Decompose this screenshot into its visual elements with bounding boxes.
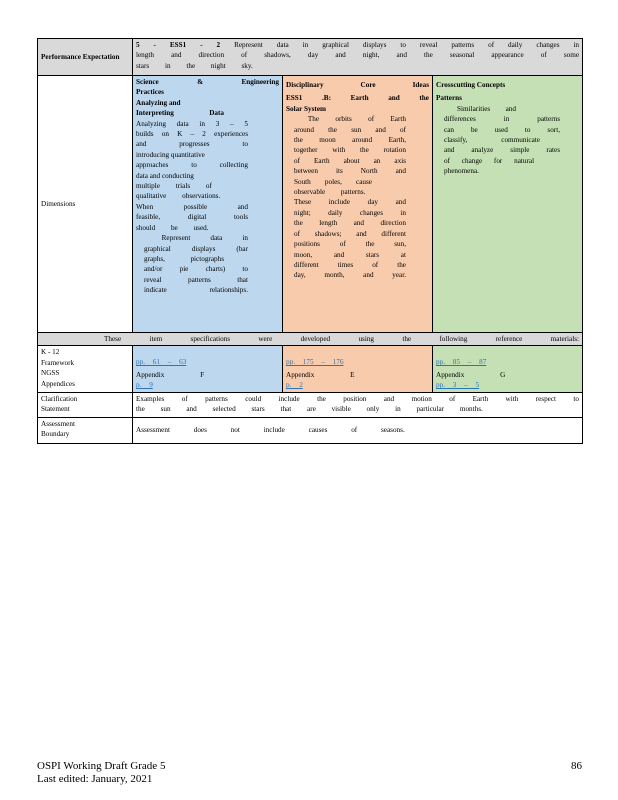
performance-expectation-text <box>133 39 583 76</box>
dci-bullet-line: between its North and <box>294 167 406 176</box>
dci-bullet-line: These include day and <box>294 198 406 207</box>
clarification-line: Examples of patterns could include the position and motion of Earth with respect to <box>136 394 580 403</box>
clarification-row <box>38 392 583 417</box>
assessment-boundary-row <box>38 417 583 443</box>
dci-bullet-line: night; daily changes in <box>294 208 406 217</box>
sep-heading: Science & Engineering <box>136 78 279 86</box>
assessment-boundary-label: Assessment Boundary <box>38 417 133 443</box>
clarification-label: Clarification Statement <box>38 392 133 417</box>
sep-bullet-line: reveal patterns that <box>144 275 248 284</box>
sep-bullet-line: indicate relationships. <box>144 286 248 295</box>
ngss-label: NGSS <box>41 369 60 378</box>
performance-expectation-label: Performance Expectation <box>38 39 133 76</box>
footer <box>37 760 165 786</box>
dci-bullet-line: different times of the <box>294 260 406 269</box>
footer-draft-label: OSPI Working Draft Grade 5 <box>37 760 166 772</box>
dci-heading: Disciplinary Core Ideas <box>286 81 429 89</box>
sep-appendix: Appendix F <box>136 370 205 379</box>
sep-bullet-line: graphs, pictographs <box>144 254 224 263</box>
dci-bullet-line: South poles, cause <box>294 177 372 186</box>
sep-bullet-line: and/or pie charts) to <box>144 265 248 274</box>
ccc-framework-pages-link[interactable]: pp. 85 – 87 <box>436 358 487 367</box>
references-labels <box>38 346 133 392</box>
dci-framework-pages-link[interactable]: pp. 175 – 176 <box>286 358 344 367</box>
pe-code: 5 - ESS1 - 2 <box>136 41 221 49</box>
dci-bullet-line: The orbits of Earth <box>286 115 406 124</box>
dci-bullet-line: positions of the sun, <box>294 240 406 249</box>
dimensions-label: Dimensions <box>38 76 133 333</box>
ccc-bullet-line: can be used to sort, <box>444 125 560 134</box>
ccc-bullet-line: of change for natural <box>444 156 535 165</box>
dci-bullet-line: the moon around Earth, <box>294 136 406 145</box>
ccc-heading: Crosscutting Concepts <box>436 81 506 89</box>
sep-body-line: should be used. <box>136 223 209 232</box>
performance-expectation-row <box>38 39 583 76</box>
sep-appendix-pages-link[interactable]: p. 9 <box>136 381 153 390</box>
dci-bullet-line: moon, and stars at <box>294 250 406 259</box>
sep-body-line: approaches to collecting <box>136 161 248 170</box>
dci-bullet-line: around the sun and of <box>294 125 406 134</box>
ccc-appendix: Appendix G <box>436 370 506 379</box>
dci-bullet-line: the length and direction <box>294 219 406 228</box>
clarification-line: the sun and selected stars that are visible only in particular months. <box>136 405 483 414</box>
sep-body-line: builds on K – 2 experiences <box>136 130 248 139</box>
page-number: 86 <box>571 760 582 772</box>
sep-subheading: Interpreting Data <box>136 109 224 118</box>
dci-appendix-pages-link[interactable]: p. 2 <box>286 381 303 390</box>
dimensions-row <box>38 76 583 333</box>
dci-bullet-line: day, month, and year. <box>294 271 406 280</box>
pe-line: length and direction of shadows, day and night, and the seasonal appearance of some <box>136 51 580 60</box>
reference-note-row <box>38 333 583 346</box>
sep-body-line: qualitative observations. <box>136 192 221 201</box>
ccc-bullet-line: Similarities and <box>436 104 516 113</box>
clarification-text <box>133 392 583 417</box>
dci-cell <box>283 76 433 333</box>
appendices-label: Appendices <box>41 379 75 388</box>
sep-body-line: data and conducting <box>136 171 194 180</box>
ccc-references <box>433 346 583 392</box>
assessment-boundary-text: Assessment does not include causes of seasons. <box>133 417 583 443</box>
k12-label: K - 12 <box>41 348 60 357</box>
sep-body-line: and progresses to <box>136 140 248 149</box>
dci-appendix: Appendix E <box>286 370 355 379</box>
ccc-bullet-line: and analyze simple rates <box>444 146 560 155</box>
sep-body-line: introducing quantitative <box>136 150 205 159</box>
sep-body-line: Analyzing data in 3 – 5 <box>136 119 248 128</box>
sep-body-line: feasible, digital tools <box>136 213 248 222</box>
ccc-bullet-line: classify, communicate <box>444 136 540 145</box>
ccc-cell <box>433 76 583 333</box>
dci-bullet-line: together with the rotation <box>294 146 406 155</box>
footer-edited-date: Last edited: January, 2021 <box>37 773 153 785</box>
pe-line: Represent data in graphical displays to reveal patterns of daily changes in <box>234 41 580 49</box>
sep-subheading: Analyzing and <box>136 98 181 107</box>
ccc-bullet-line: phenomena. <box>444 167 479 176</box>
dci-subheading: ESS1 .B: Earth and the <box>286 94 429 103</box>
dci-references <box>283 346 433 392</box>
ccc-subheading: Patterns <box>436 94 462 103</box>
references-row <box>38 346 583 392</box>
sep-bullet-line: Represent data in <box>136 234 248 243</box>
sep-framework-pages-link[interactable]: pp. 61 – 63 <box>136 358 187 367</box>
reference-note: These item specifications were developed using the following reference materials: <box>38 333 583 346</box>
ccc-appendix-pages-link[interactable]: pp. 3 – 5 <box>436 381 480 390</box>
sep-cell <box>133 76 283 333</box>
sep-bullet-line: graphical displays (bar <box>144 244 248 253</box>
item-specification-table <box>37 38 583 444</box>
pe-line: stars in the night sky. <box>136 61 253 70</box>
dci-bullet-line: observable patterns. <box>294 188 366 197</box>
dci-subheading: Solar System <box>286 104 326 113</box>
dci-bullet-line: of shadows; and different <box>294 229 406 238</box>
sep-body-line: When possible and <box>136 202 248 211</box>
sep-body-line: multiple trials of <box>136 182 212 191</box>
framework-label: Framework <box>41 358 75 367</box>
sep-heading: Practices <box>136 88 164 97</box>
dci-bullet-line: of Earth about an axis <box>294 156 406 165</box>
ccc-bullet-line: differences in patterns <box>444 115 560 124</box>
sep-references <box>133 346 283 392</box>
